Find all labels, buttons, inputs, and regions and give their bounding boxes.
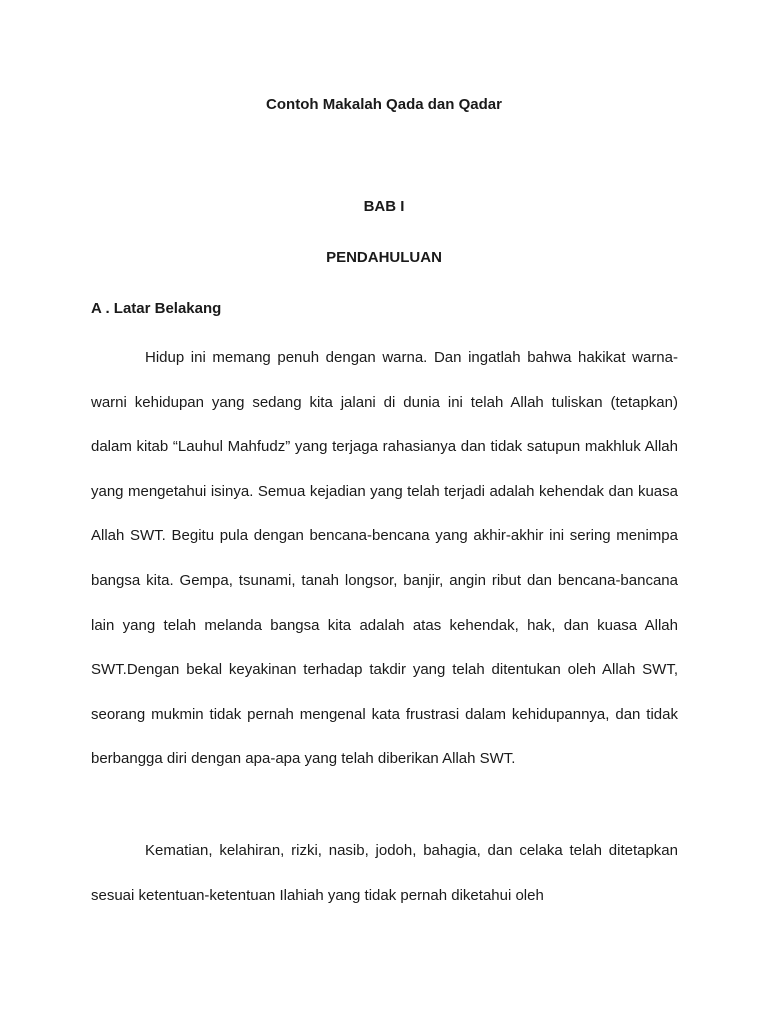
body-paragraph-1: Hidup ini memang penuh dengan warna. Dan ingatlah bahwa hakikat warna-warni kehidupan yang sedang kita jalani di dunia ini telah Allah tuliskan (tetapkan) dalam kitab “Lauhul Mahfudz” yang terjaga rahasianya dan tidak satupun makhluk Allah yang mengetahui isinya. Semua kejadian yang telah terjadi adalah kehendak dan kuasa Allah SWT. Begitu pula dengan bencana-bencana yang akhir-akhir ini sering menimpa bangsa kita. Gempa, tsunami, tanah longsor, banjir, angin ribut dan bencana-bancana lain yang telah melanda bangsa kita adalah atas kehendak, hak, dan kuasa Allah SWT.Dengan bekal keyakinan terhadap takdir yang telah ditentukan oleh Allah SWT, seorang mukmin tidak pernah mengenal kata frustrasi dalam kehidupannya, dan tidak berbangga diri dengan apa-apa yang telah diberikan Allah SWT. (91, 349, 678, 768)
document-title: Contoh Makalah Qada dan Qadar (266, 96, 502, 113)
body-paragraph-2: Kematian, kelahiran, rizki, nasib, jodoh, bahagia, dan celaka telah ditetapkan sesuai ketentuan-ketentuan Ilahiah yang tidak pernah diketahui oleh (91, 842, 678, 904)
section-heading: A . Latar Belakang (91, 300, 222, 317)
chapter-number: BAB I (363, 198, 405, 215)
chapter-title: PENDAHULUAN (326, 249, 442, 266)
